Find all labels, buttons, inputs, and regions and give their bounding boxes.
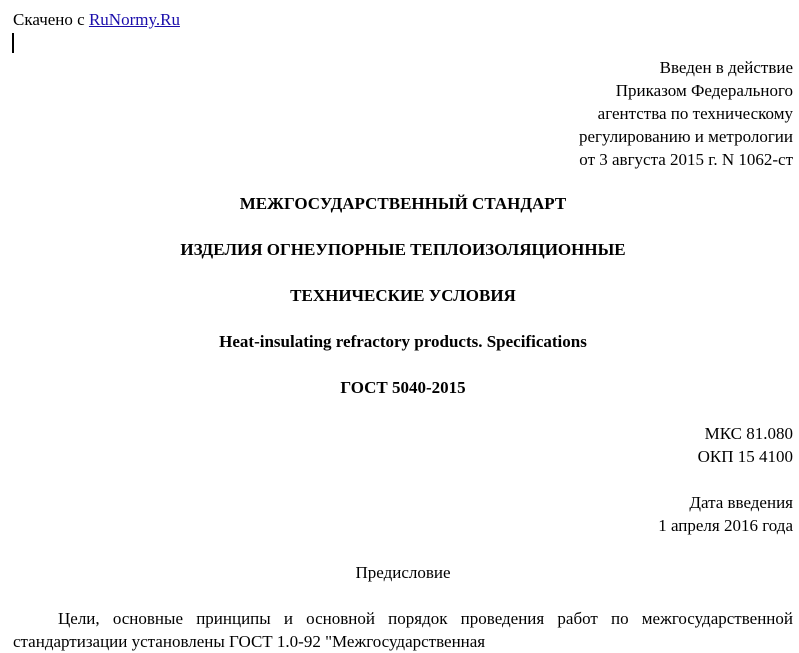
text-cursor bbox=[12, 33, 14, 53]
classification-codes bbox=[698, 422, 793, 468]
product-title: ИЗДЕЛИЯ ОГНЕУПОРНЫЕ ТЕПЛОИЗОЛЯЦИОННЫЕ bbox=[180, 240, 626, 259]
source-line bbox=[13, 8, 180, 31]
intro-date-label: Дата введения bbox=[689, 493, 793, 512]
source-prefix: Скачено с bbox=[13, 10, 85, 29]
mks-code: МКС 81.080 bbox=[704, 424, 793, 443]
intro-date-block bbox=[658, 491, 793, 537]
english-title: Heat-insulating refractory products. Specifications bbox=[219, 332, 587, 351]
intro-date-value: 1 апреля 2016 года bbox=[658, 516, 793, 535]
approval-block bbox=[579, 56, 793, 171]
standard-type-heading: МЕЖГОСУДАРСТВЕННЫЙ СТАНДАРТ bbox=[239, 194, 567, 213]
source-link[interactable]: RuNormy.Ru bbox=[88, 10, 180, 29]
okp-code: ОКП 15 4100 bbox=[697, 447, 793, 466]
subtitle: ТЕХНИЧЕСКИЕ УСЛОВИЯ bbox=[290, 286, 516, 305]
approval-line: Приказом Федерального bbox=[615, 81, 793, 100]
preface-paragraph: Цели, основные принципы и основной порядок проведения работ по межгосударственной стандартизации установлены ГОСТ 1.0-92 "Межгосударственная bbox=[13, 609, 793, 651]
standard-code: ГОСТ 5040-2015 bbox=[340, 378, 466, 397]
approval-line: регулированию и метрологии bbox=[578, 127, 793, 146]
approval-line: Введен в действие bbox=[659, 58, 793, 77]
approval-line: от 3 августа 2015 г. N 1062-ст bbox=[579, 150, 793, 169]
approval-line: агентства по техническому bbox=[597, 104, 793, 123]
preface-heading: Предисловие bbox=[355, 563, 451, 582]
